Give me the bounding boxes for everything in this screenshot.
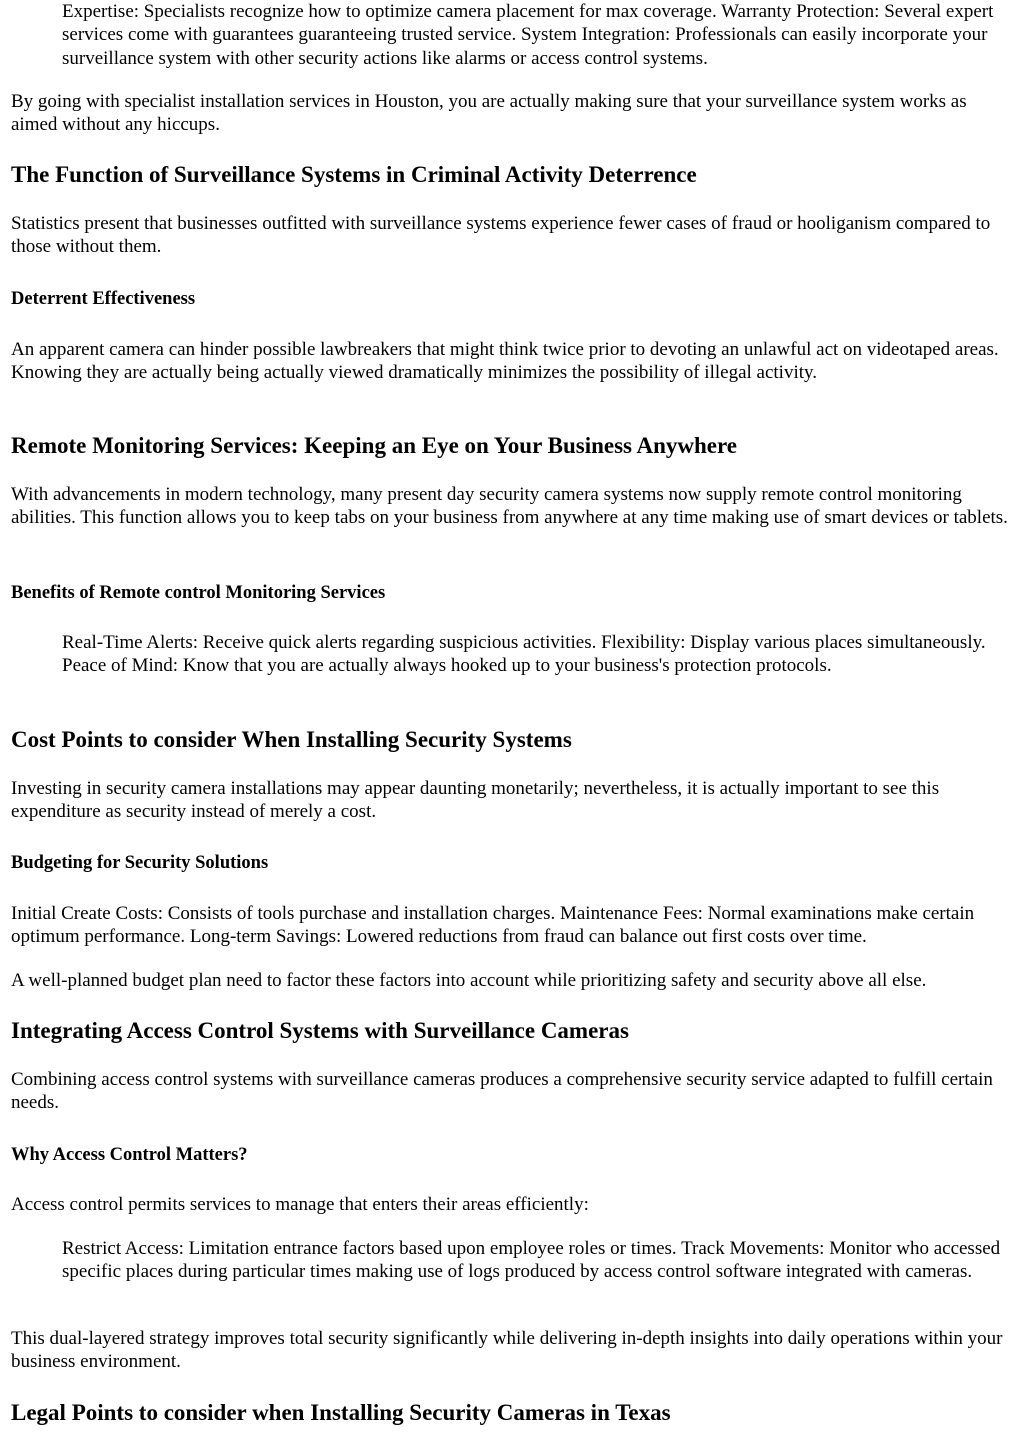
paragraph-initial-costs: Initial Create Costs: Consists of tools purchase and installation charges. Maintenance Fees: Normal examinations make certain optimum performance. Long-term Savings: Lowered reductions from fraud can balance out first costs over time.: [11, 903, 975, 948]
heading-legal: Legal Points to consider when Installing Security Cameras in Texas: [11, 1400, 671, 1425]
quote-restrict-access: Restrict Access: Limitation entrance factors based upon employee roles or times. Track Movements: Monitor who accessed specific places during particular times making use of logs produced by access control software integrated with cameras.: [62, 1238, 1001, 1283]
quote-expertise: Expertise: Specialists recognize how to optimize camera placement for max coverage. Warranty Protection: Several expert services come with guarantees guaranteeing trusted service. System Integration: Professionals can easily incorporate your surveillance system with other security actions like alarms or access control systems.: [62, 1, 994, 69]
heading-why-access-control: Why Access Control Matters?: [11, 1145, 248, 1165]
paragraph-apparent-camera: An apparent camera can hinder possible lawbreakers that might think twice prior to devoting an unlawful act on videotaped areas. Knowing they are actually being actually viewed dramatically minimizes the possibility of illegal activity.: [11, 339, 999, 384]
heading-cost: Cost Points to consider When Installing Security Systems: [11, 727, 572, 752]
heading-budgeting: Budgeting for Security Solutions: [11, 853, 269, 873]
quote-realtime-alerts: Real-Time Alerts: Receive quick alerts regarding suspicious activities. Flexibility: Display various places simultaneously. Peace of Mind: Know that you are actually always hooked up to your business's protection protocols.: [62, 632, 986, 677]
heading-remote-benefits: Benefits of Remote control Monitoring Services: [11, 583, 386, 603]
heading-access-control: Integrating Access Control Systems with Surveillance Cameras: [11, 1018, 629, 1043]
paragraph-access-permits: Access control permits services to manage that enters their areas efficiently:: [11, 1194, 589, 1215]
heading-remote-monitoring: Remote Monitoring Services: Keeping an Eye on Your Business Anywhere: [11, 433, 737, 458]
paragraph-investing: Investing in security camera installations may appear daunting monetarily; nevertheless, it is actually important to see this expenditure as security instead of merely a cost.: [11, 778, 940, 823]
paragraph-statistics: Statistics present that businesses outfitted with surveillance systems experience fewer cases of fraud or hooliganism compared to those without them.: [11, 213, 991, 258]
paragraph-combining: Combining access control systems with surveillance cameras produces a comprehensive security service adapted to fulfill certain needs.: [11, 1069, 993, 1114]
paragraph-dual-layered: This dual-layered strategy improves total security significantly while delivering in-depth insights into daily operations within your business environment.: [11, 1328, 1003, 1373]
paragraph-budget-plan: A well-planned budget plan need to factor these factors into account while prioritizing safety and security above all else.: [11, 970, 927, 991]
paragraph-advancements: With advancements in modern technology, many present day security camera systems now supply remote control monitoring abilities. This function allows you to keep tabs on your business from anywhere at any time making use of smart devices or tablets.: [11, 484, 1008, 529]
heading-deterrent-effectiveness: Deterrent Effectiveness: [11, 289, 196, 309]
paragraph-houston: By going with specialist installation services in Houston, you are actually making sure that your surveillance system works as aimed without any hiccups.: [11, 91, 967, 136]
heading-deterrence: The Function of Surveillance Systems in Criminal Activity Deterrence: [11, 162, 697, 187]
